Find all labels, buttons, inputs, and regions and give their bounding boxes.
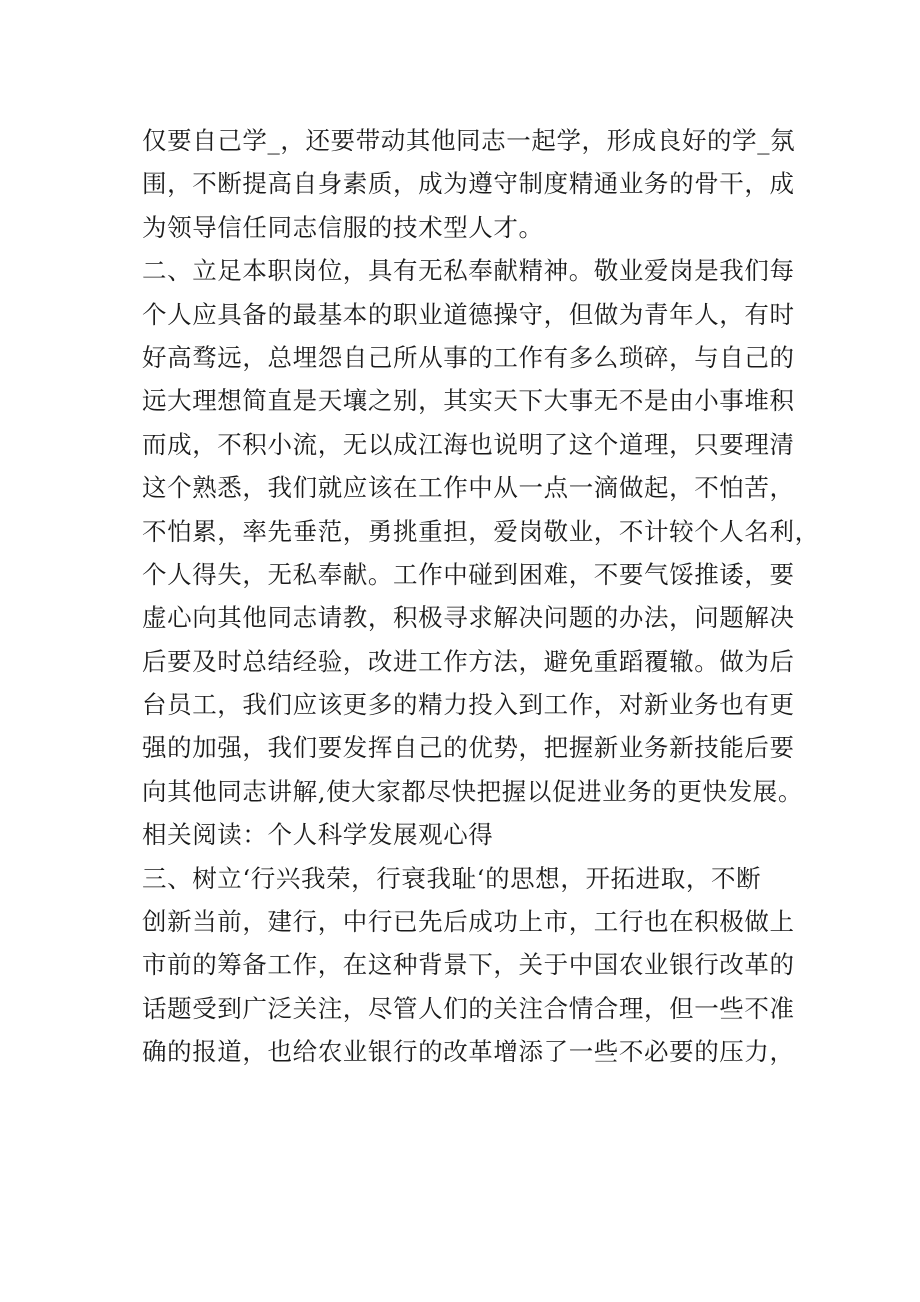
text-line: 向其他同志讲解,使大家都尽快把握以促进业务的更快发展。 — [142, 776, 803, 806]
text-line: 为领导信任同志信服的技术型人才。 — [142, 212, 544, 242]
section-heading-line: 二、立足本职岗位，具有无私奉献精神。敬业爱岗是我们每 — [142, 256, 795, 286]
text-line: 后要及时总结经验，改进工作方法，避免重蹈覆辙。做为后 — [142, 646, 795, 676]
text-line: 不怕累，率先垂范，勇挑重担，爱岗敬业，不计较个人名利， — [142, 516, 820, 546]
text-line: 这个熟悉，我们就应该在工作中从一点一滴做起，不怕苦， — [142, 473, 795, 503]
text-line: 好高骛远，总埋怨自己所从事的工作有多么琐碎，与自己的 — [142, 342, 795, 372]
text-line: 个人得失，无私奉献。工作中碰到困难，不要气馁推诿，要 — [142, 559, 795, 589]
text-line: 话题受到广泛关注，尽管人们的关注合情合理，但一些不准 — [142, 993, 795, 1023]
related-reading-line: 相关阅读：个人科学发展观心得 — [142, 820, 494, 850]
text-line: 市前的筹备工作，在这种背景下，关于中国农业银行改革的 — [142, 950, 795, 980]
text-line: 创新当前，建行，中行已先后成功上市，工行也在积极做上 — [142, 907, 795, 937]
text-line: 围，不断提高自身素质，成为遵守制度精通业务的骨干，成 — [142, 169, 795, 199]
text-line: 而成，不积小流，无以成江海也说明了这个道理，只要理清 — [142, 429, 795, 459]
document-body — [142, 119, 820, 1074]
text-line: 虚心向其他同志请教，积极寻求解决问题的办法，问题解决 — [142, 603, 795, 633]
text-line: 台员工，我们应该更多的精力投入到工作，对新业务也有更 — [142, 690, 795, 720]
section-heading-line: 三、树立‘行兴我荣，行衰我耻‘的思想，开拓进取，不断 — [142, 863, 762, 893]
text-line: 确的报道，也给农业银行的改革增添了一些不必要的压力， — [142, 1037, 795, 1067]
text-line: 强的加强，我们要发挥自己的优势，把握新业务新技能后要 — [142, 733, 795, 763]
text-line: 个人应具备的最基本的职业道德操守，但做为青年人，有时 — [142, 299, 795, 329]
text-line: 远大理想简直是天壤之别，其实天下大事无不是由小事堆积 — [142, 386, 795, 416]
text-line: 仅要自己学_，还要带动其他同志一起学，形成良好的学_氛 — [142, 126, 796, 155]
